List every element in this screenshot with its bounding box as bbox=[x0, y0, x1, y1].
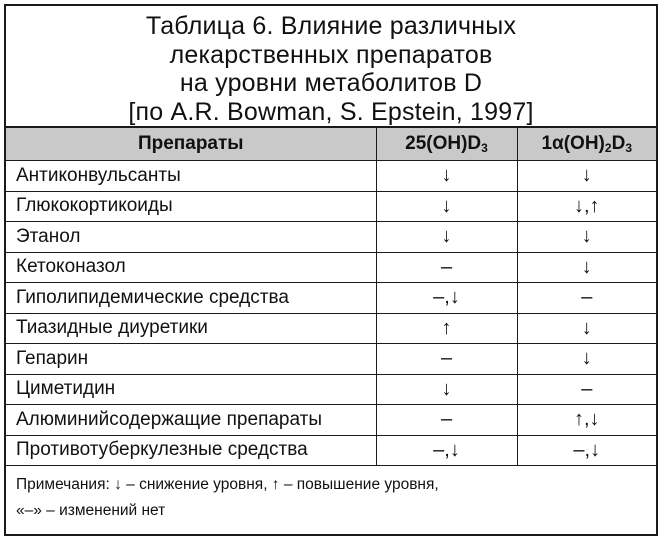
effect-1a-oh2d3: – bbox=[517, 374, 656, 405]
table-note bbox=[6, 466, 656, 524]
effect-25ohd3: – bbox=[376, 344, 517, 375]
table-row bbox=[6, 161, 656, 192]
table-row bbox=[6, 191, 656, 222]
table-row bbox=[6, 283, 656, 314]
effect-1a-oh2d3: ↑,↓ bbox=[517, 405, 656, 436]
drug-effects-table bbox=[6, 128, 656, 466]
table-row bbox=[6, 374, 656, 405]
table-row bbox=[6, 222, 656, 253]
note-line-2: «–» – изменений нет bbox=[16, 502, 166, 519]
header-1a-pre: 1α(OH) bbox=[541, 133, 605, 154]
effect-1a-oh2d3: ↓ bbox=[517, 222, 656, 253]
table-row bbox=[6, 405, 656, 436]
header-25ohd3-main: 25(OH)D bbox=[405, 133, 482, 154]
header-row bbox=[6, 128, 656, 161]
effect-25ohd3: –,↓ bbox=[376, 435, 517, 466]
effect-25ohd3: ↓ bbox=[376, 374, 517, 405]
title-line-2: лекарственных препаратов bbox=[169, 40, 493, 69]
drug-name: Антиконвульсанты bbox=[6, 161, 376, 192]
table-row bbox=[6, 252, 656, 283]
effect-25ohd3: ↓ bbox=[376, 191, 517, 222]
note-line-1: Примечания: ↓ – снижение уровня, ↑ – повышение уровня, bbox=[16, 476, 439, 493]
drug-name: Алюминийсодержащие препараты bbox=[6, 405, 376, 436]
effect-1a-oh2d3: ↓ bbox=[517, 161, 656, 192]
header-1a-oh2d3 bbox=[517, 128, 656, 161]
effect-25ohd3: ↑ bbox=[376, 313, 517, 344]
title-line-1: Таблица 6. Влияние различных bbox=[145, 12, 517, 40]
effect-1a-oh2d3: ↓ bbox=[517, 252, 656, 283]
title-line-3: на уровни метаболитов D bbox=[179, 69, 483, 97]
effect-25ohd3: –,↓ bbox=[376, 283, 517, 314]
header-1a-mid: D bbox=[611, 133, 626, 154]
effect-25ohd3: – bbox=[376, 252, 517, 283]
table-row bbox=[6, 313, 656, 344]
effect-1a-oh2d3: ↓ bbox=[517, 313, 656, 344]
drug-name: Циметидин bbox=[6, 374, 376, 405]
effect-1a-oh2d3: ↓,↑ bbox=[517, 191, 656, 222]
effect-25ohd3: – bbox=[376, 405, 517, 436]
header-drugs: Препараты bbox=[6, 128, 376, 161]
drug-name: Противотуберкулезные средства bbox=[6, 435, 376, 466]
effect-1a-oh2d3: – bbox=[517, 283, 656, 314]
header-1a-sub1: 2 bbox=[604, 141, 612, 155]
drug-name: Этанол bbox=[6, 222, 376, 253]
effect-1a-oh2d3: –,↓ bbox=[517, 435, 656, 466]
header-25ohd3 bbox=[376, 128, 517, 161]
table-row bbox=[6, 344, 656, 375]
effect-25ohd3: ↓ bbox=[376, 222, 517, 253]
drug-name: Тиазидные диуретики bbox=[6, 313, 376, 344]
table-frame bbox=[4, 4, 658, 536]
drug-name: Глюкокортикоиды bbox=[6, 191, 376, 222]
drug-name: Гепарин bbox=[6, 344, 376, 375]
header-1a-sub2: 3 bbox=[625, 141, 632, 155]
title-line-4: [по A.R. Bowman, S. Epstein, 1997] bbox=[128, 97, 534, 126]
table-row bbox=[6, 435, 656, 466]
drug-name: Кетоконазол bbox=[6, 252, 376, 283]
table-title bbox=[6, 6, 656, 128]
header-25ohd3-sub: 3 bbox=[481, 141, 488, 155]
effect-1a-oh2d3: ↓ bbox=[517, 344, 656, 375]
effect-25ohd3: ↓ bbox=[376, 161, 517, 192]
drug-name: Гиполипидемические средства bbox=[6, 283, 376, 314]
